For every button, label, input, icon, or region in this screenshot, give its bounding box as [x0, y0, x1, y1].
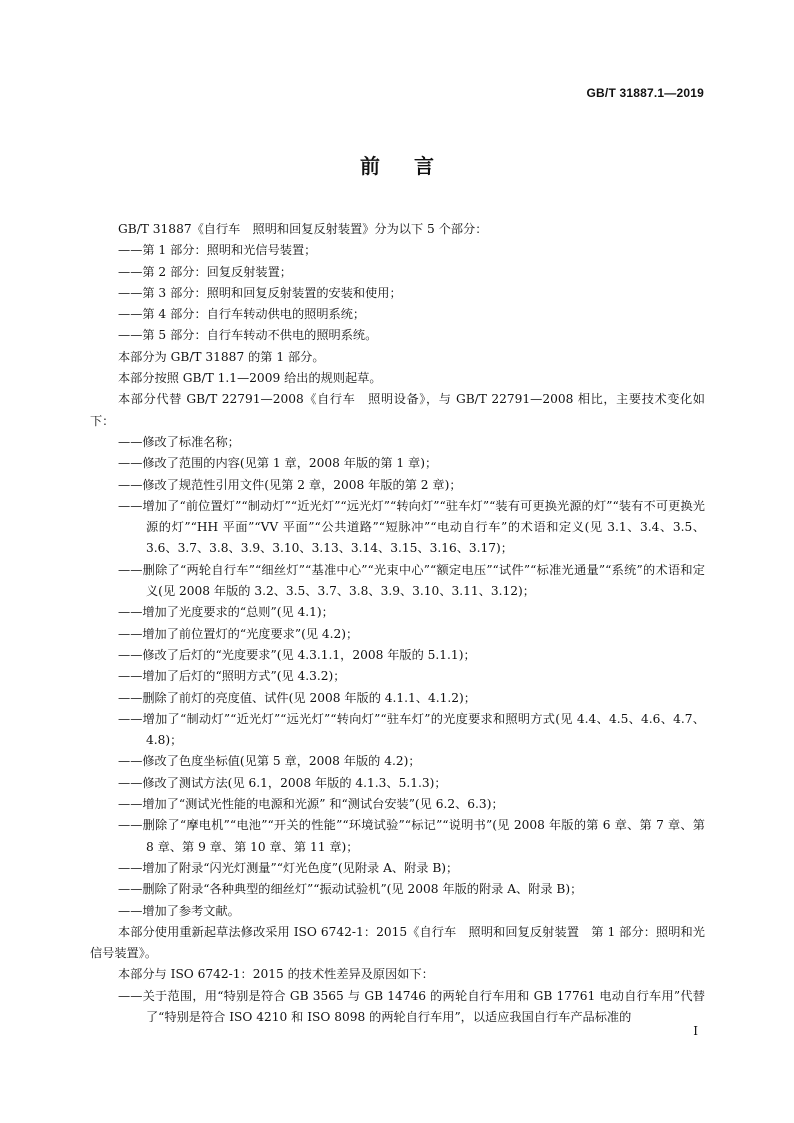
intro-paragraph: GB/T 31887《自行车 照明和回复反射装置》分为以下 5 个部分：: [118, 222, 488, 236]
part-item-4: ——第 4 部分：自行车转动供电的照明系统；: [118, 307, 366, 322]
document-code: GB/T 31887.1—2019: [586, 86, 704, 100]
part-item-5: ——第 5 部分：自行车转动不供电的照明系统。: [118, 328, 378, 343]
document-body: [90, 219, 705, 1028]
change-item: ——删除了前灯的亮度值、试件(见 2008 年版的 4.1.1、4.1.2)；: [118, 690, 476, 705]
change-item: ——修改了范围的内容(见第 1 章，2008 年版的第 1 章)；: [118, 456, 438, 471]
change-item: ——增加了前位置灯的“光度要求”(见 4.2)；: [118, 626, 359, 641]
iso-differences-heading: 本部分与 ISO 6742-1：2015 的技术性差异及原因如下：: [118, 967, 434, 982]
change-item: ——增加了“测试光性能的电源和光源” 和“测试台安装”(见 6.2、6.3)；: [118, 797, 504, 812]
change-item: ——修改了色度坐标值(见第 5 章，2008 年版的 4.2)；: [118, 754, 421, 769]
part-item-1: ——第 1 部分：照明和光信号装置；: [118, 243, 317, 258]
change-item: ——增加了后灯的“照明方式”(见 4.3.2)；: [118, 669, 346, 684]
change-item: ——删除了附录“各种典型的细丝灯”“振动试验机”(见 2008 年版的附录 A、附录 B)；: [118, 882, 583, 897]
change-item: ——修改了标准名称；: [118, 434, 240, 449]
part-item-3: ——第 3 部分：照明和回复反射装置的安装和使用；: [118, 285, 402, 300]
change-item: ——增加了参考文献。: [118, 903, 240, 918]
part-item-2: ——第 2 部分：回复反射装置；: [118, 264, 292, 279]
iso-adoption-statement: 本部分使用重新起草法修改采用 ISO 6742-1：2015《自行车 照明和回复反射装置 第 1 部分：照明和光信号装置》。: [90, 924, 705, 961]
change-item: ——删除了“摩电机”“电池”“开关的性能”“环境试验”“标记”“说明书”(见 2008 年版的第 6 章、第 7 章、第 8 章、第 9 章、第 10 章、第 11 章)；: [118, 818, 705, 854]
change-item: ——删除了“两轮自行车”“细丝灯”“基准中心”“光束中心”“额定电压”“试件”“标准光通量”“系统”的术语和定义(见 2008 年版的 3.2、3.5、3.7、3.8、3.9、3.10、3.11、3.12)；: [118, 562, 705, 599]
change-item: ——增加了“制动灯”“近光灯”“远光灯”“转向灯”“驻车灯”的光度要求和照明方式(见 4.4、4.5、4.6、4.7、4.8)；: [118, 711, 705, 748]
part-statement: 本部分为 GB/T 31887 的第 1 部分。: [118, 349, 325, 364]
change-item: ——修改了规范性引用文件(见第 2 章，2008 年版的第 2 章)；: [118, 477, 462, 492]
change-item: ——修改了后灯的“光度要求”(见 4.3.1.1，2008 年版的 5.1.1)；: [118, 647, 476, 662]
change-item: ——修改了测试方法(见 6.1，2008 年版的 4.1.3、5.1.3)；: [118, 775, 447, 790]
change-item: ——增加了“前位置灯”“制动灯”“近光灯”“远光灯”“转向灯”“驻车灯”“装有可更换光源的灯”“装有不可更换光源的灯”“HH 平面”“VV 平面”“公共道路”“短脉冲”“电动自行车”的术语和定义(见 3.1、3.4、3.5、3.6、3.7、3.8、3.9、3.10、3.13、3.14、3.15、3.16、3.17)；: [118, 498, 705, 556]
change-item: ——增加了附录“闪光灯测量”“灯光色度”(见附录 A、附录 B)；: [118, 860, 459, 875]
change-item: ——增加了光度要求的“总则”(见 4.1)；: [118, 605, 334, 620]
page-number: I: [693, 1024, 698, 1038]
iso-difference-item: ——关于范围，用“特别是符合 GB 3565 与 GB 14746 的两轮自行车用和 GB 17761 电动自行车用”代替了“特别是符合 ISO 4210 和 ISO 8098 的两轮自行车用”，以适应我国自行车产品标准的: [118, 988, 705, 1024]
page-title: 前言: [360, 154, 468, 178]
drafting-rules: 本部分按照 GB/T 1.1—2009 给出的规则起草。: [118, 371, 382, 386]
replacement-statement: 本部分代替 GB/T 22791—2008《自行车 照明设备》，与 GB/T 22791—2008 相比，主要技术变化如下：: [90, 392, 705, 428]
